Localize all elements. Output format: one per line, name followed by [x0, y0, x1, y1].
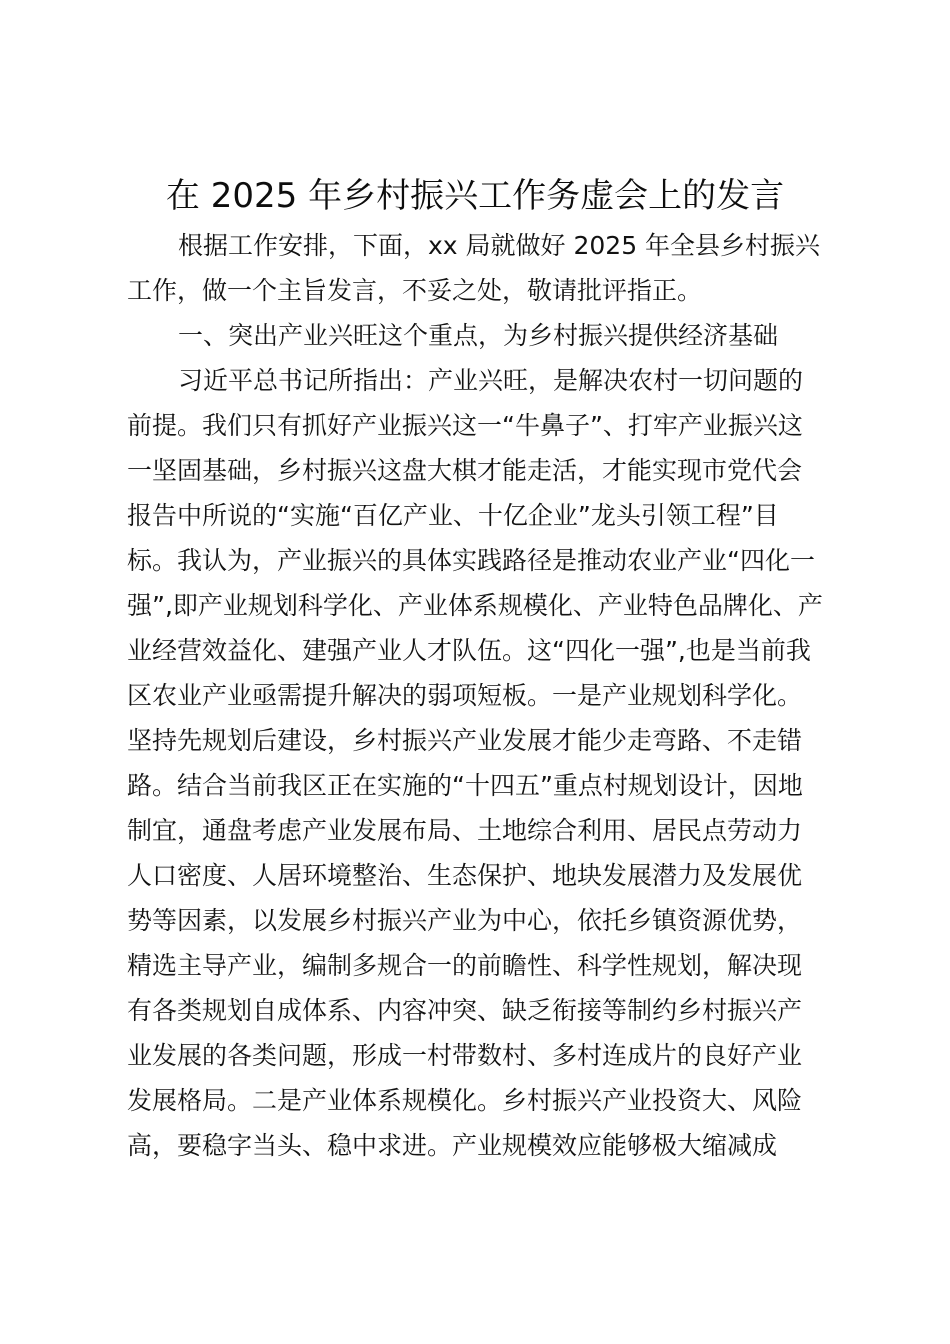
- paragraph-line: 工作，做一个主旨发言，不妥之处，敬请批评指正。: [127, 276, 703, 305]
- paragraph-line: 一坚固基础，乡村振兴这盘大棋才能走活，才能实现市党代会: [127, 456, 803, 485]
- paragraph-line: 发展格局。二是产业体系规模化。乡村振兴产业投资大、风险: [127, 1086, 803, 1115]
- paragraph-line: 制宜，通盘考虑产业发展布局、土地综合利用、居民点劳动力: [127, 816, 803, 845]
- paragraph-line: 习近平总书记所指出：产业兴旺，是解决农村一切问题的: [178, 366, 804, 395]
- paragraph-line: 有各类规划自成体系、内容冲突、缺乏衔接等制约乡村振兴产: [127, 996, 803, 1025]
- paragraph-line: 前提。我们只有抓好产业振兴这一“牛鼻子”、打牢产业振兴这: [127, 411, 803, 440]
- paragraph-line: 路。结合当前我区正在实施的“十四五”重点村规划设计，因地: [127, 771, 803, 800]
- paragraph-line: 根据工作安排，下面，xx 局就做好 2025 年全县乡村振兴: [178, 231, 821, 260]
- paragraph-line: 区农业产业亟需提升解决的弱项短板。一是产业规划科学化。: [127, 681, 803, 710]
- paragraph-line: 精选主导产业，编制多规合一的前瞻性、科学性规划，解决现: [127, 951, 803, 980]
- paragraph-line: 强”,即产业规划科学化、产业体系规模化、产业特色品牌化、产: [127, 591, 823, 620]
- paragraph-line: 业发展的各类问题，形成一村带数村、多村连成片的良好产业: [127, 1041, 803, 1070]
- paragraph-line: 高，要稳字当头、稳中求进。产业规模效应能够极大缩减成: [127, 1131, 778, 1160]
- paragraph-line: 坚持先规划后建设，乡村振兴产业发展才能少走弯路、不走错: [127, 726, 803, 755]
- paragraph-line: 标。我认为，产业振兴的具体实践路径是推动农业产业“四化一: [127, 546, 815, 575]
- paragraph-line: 人口密度、人居环境整治、生态保护、地块发展潜力及发展优: [127, 861, 803, 890]
- section-heading: 一、突出产业兴旺这个重点，为乡村振兴提供经济基础: [178, 321, 779, 350]
- paragraph-line: 业经营效益化、建强产业人才队伍。这“四化一强”,也是当前我: [127, 636, 811, 665]
- paragraph-line: 势等因素，以发展乡村振兴产业为中心，依托乡镇资源优势，: [127, 906, 803, 935]
- document-title: 在 2025 年乡村振兴工作务虚会上的发言: [165, 176, 785, 216]
- paragraph-line: 报告中所说的“实施“百亿产业、十亿企业”龙头引领工程”目: [127, 501, 779, 530]
